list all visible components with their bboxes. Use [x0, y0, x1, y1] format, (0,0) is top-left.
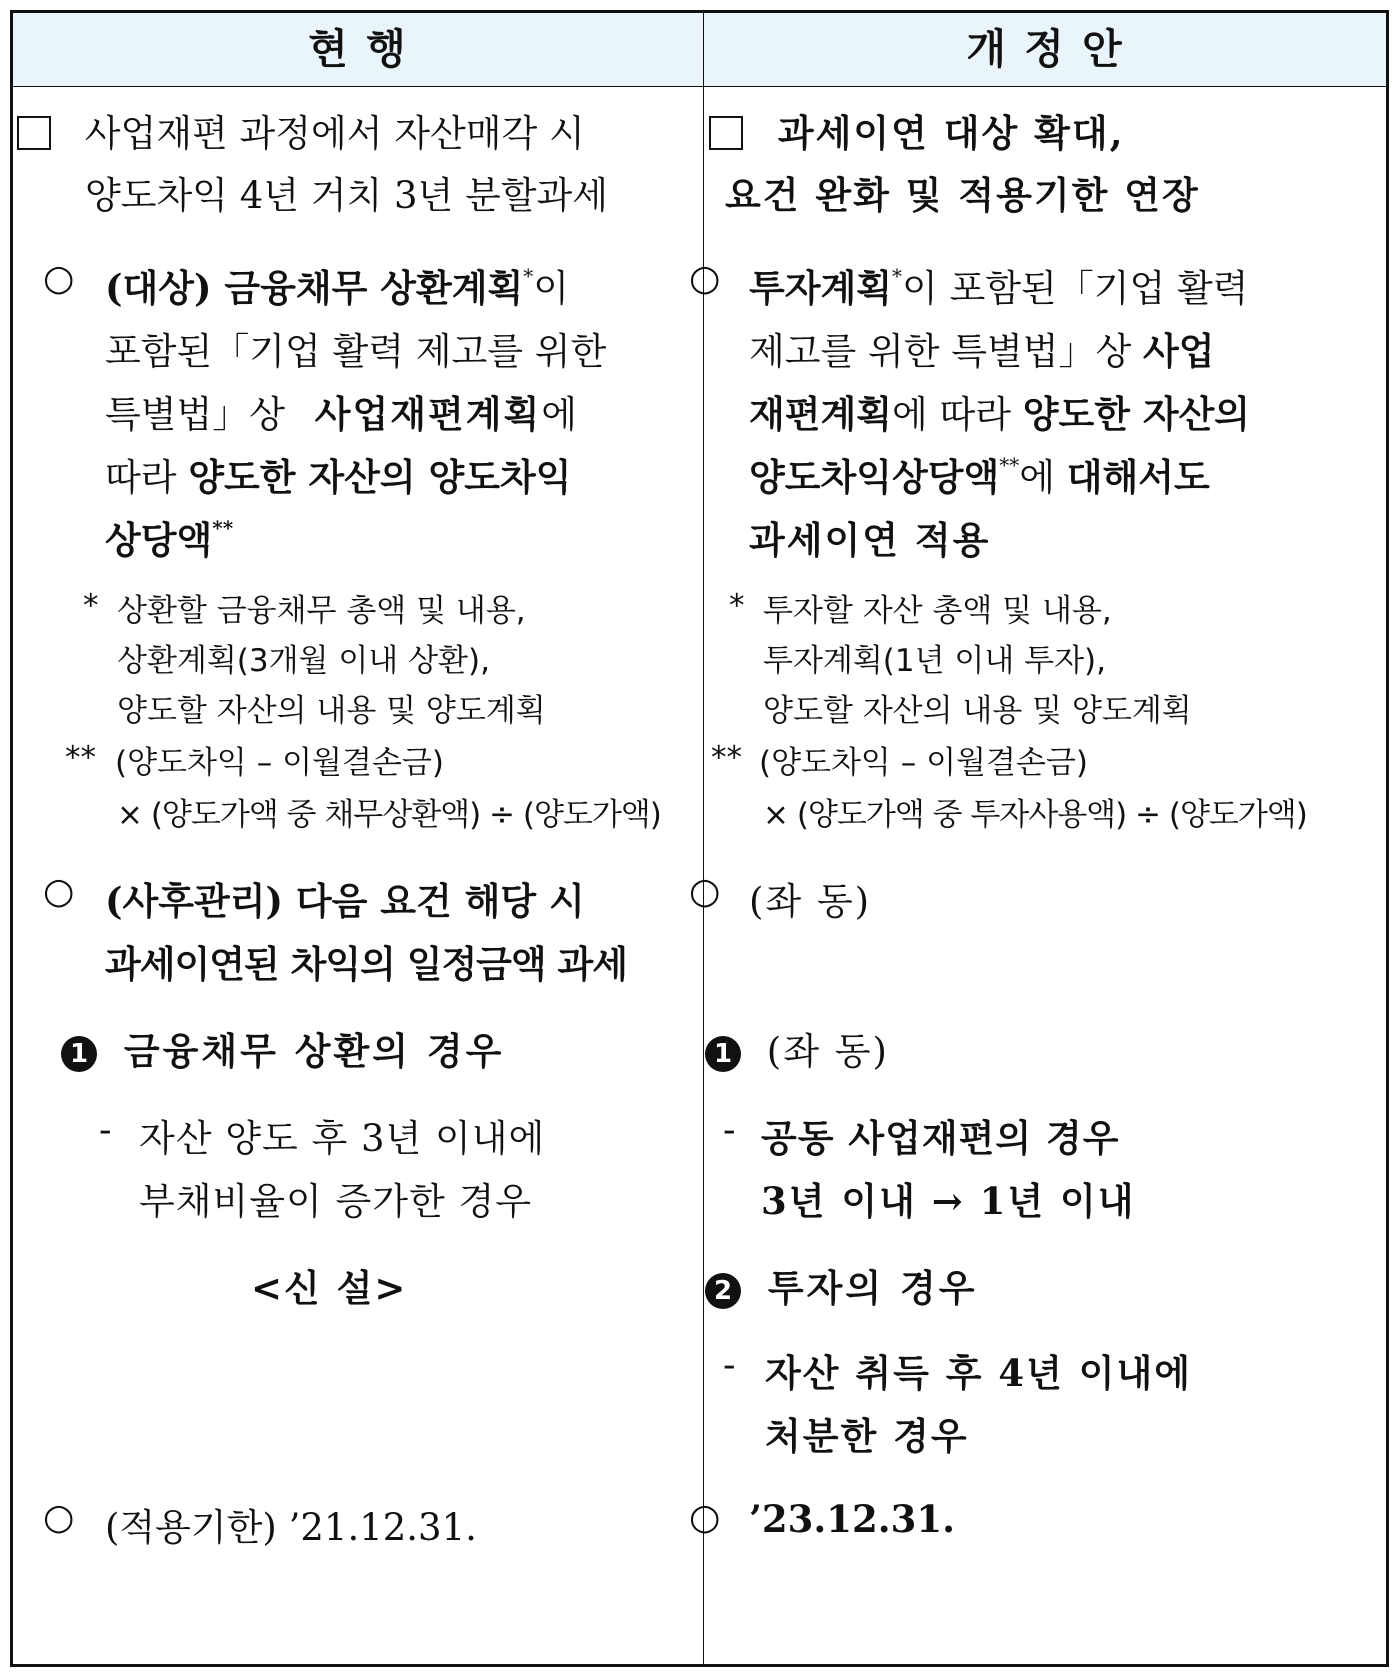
right-target-line5: 과세이연 적용 [749, 518, 991, 562]
right-note2-line2: × (양도가액 중 투자사용액) ÷ (양도가액) [763, 797, 1307, 833]
right-item1: 1 (좌 동) [705, 1021, 889, 1075]
right-target-line3: 재편계획에 따라 양도한 자산의 [749, 392, 1251, 436]
left-bullet-aftercare: ○ [43, 871, 75, 912]
left-heading-line2: 양도차익 4년 거치 3년 분할과세 [85, 174, 609, 217]
right-note1-line3: 양도할 자산의 내용 및 양도계획 [763, 693, 1192, 729]
right-note1-mark: * [729, 588, 745, 624]
left-target-line3: 특별법」상 사업재편계획에 [105, 392, 577, 436]
left-new-label: <신 설> [251, 1266, 408, 1310]
right-item2-dash: - [723, 1343, 736, 1386]
left-heading-line1: 사업재편 과정에서 자산매각 시 [17, 103, 585, 157]
right-bullet-target: ○ [689, 258, 721, 299]
checkbox-square-icon [17, 116, 51, 150]
right-note2-mark: ** [711, 740, 742, 776]
left-aftercare-line1: (사후관리) 다음 요건 해당 시 [105, 879, 585, 923]
number-one-icon: 1 [705, 1036, 741, 1072]
right-note1-line2: 투자계획(1년 이내 투자), [763, 643, 1106, 679]
right-target-line2: 제고를 위한 특별법」상 사업 [749, 329, 1215, 373]
left-item1-dash: - [99, 1108, 112, 1151]
left-bullet-target: ○ [43, 258, 75, 299]
header-revised: 개 정 안 [966, 25, 1124, 73]
table-header [13, 13, 1386, 87]
right-item1-dash: - [723, 1108, 736, 1151]
left-period: (적용기한) ’21.12.31. [105, 1506, 477, 1549]
left-note1-line3: 양도할 자산의 내용 및 양도계획 [117, 693, 546, 729]
left-note1-line2: 상환계획(3개월 이내 상환), [117, 643, 490, 679]
right-heading-line2: 요건 완화 및 적용기한 연장 [725, 173, 1200, 217]
left-target-line2: 포함된「기업 활력 제고를 위한 [105, 330, 607, 373]
left-note2-line2: × (양도가액 중 채무상환액) ÷ (양도가액) [117, 797, 661, 833]
right-item1-sub2: 3년 이내 → 1년 이내 [761, 1179, 1136, 1223]
right-target-line4: 양도차익상당액**에 대해서도 [749, 453, 1210, 499]
left-item1-sub1: 자산 양도 후 3년 이내에 [139, 1117, 546, 1160]
left-target-line5: 상당액** [105, 516, 234, 562]
left-bullet-period: ○ [43, 1497, 75, 1538]
right-note1-line1: 투자할 자산 총액 및 내용, [763, 593, 1112, 629]
left-aftercare-line2: 과세이연된 차익의 일정금액 과세 [105, 942, 628, 986]
right-target-line1: 투자계획*이 포함된「기업 활력 [749, 264, 1249, 310]
number-one-icon: 1 [61, 1036, 97, 1072]
left-note2-line1: (양도차익 – 이월결손금) [115, 745, 444, 781]
right-item2-sub2: 처분한 경우 [765, 1414, 969, 1458]
right-bullet-aftercare: ○ [689, 871, 721, 912]
left-item1-sub2: 부채비율이 증가한 경우 [139, 1180, 532, 1223]
right-bullet-period: ○ [689, 1497, 721, 1538]
right-item2: 2 투자의 경우 [705, 1258, 977, 1312]
left-note1-line1: 상환할 금융채무 총액 및 내용, [117, 593, 526, 629]
right-item2-sub1: 자산 취득 후 4년 이내에 [765, 1351, 1192, 1395]
left-note2-mark: ** [65, 740, 96, 776]
comparison-table [10, 10, 1389, 1667]
left-item1: 1 금융채무 상환의 경우 [61, 1021, 504, 1075]
right-aftercare: (좌 동) [749, 880, 872, 923]
right-heading-line1: 과세이연 대상 확대, [709, 103, 1124, 157]
left-note1-mark: * [83, 588, 99, 624]
right-item1-sub1: 공동 사업재편의 경우 [761, 1116, 1120, 1160]
right-period: ’23.12.31. [749, 1497, 955, 1541]
header-current: 현 행 [308, 25, 408, 73]
left-target-line1: (대상) 금융채무 상환계획*이 [105, 264, 569, 310]
left-target-line4: 따라 양도한 자산의 양도차익 [105, 455, 572, 499]
number-two-icon: 2 [705, 1273, 741, 1309]
right-note2-line1: (양도차익 – 이월결손금) [759, 745, 1088, 781]
checkbox-square-icon [709, 116, 743, 150]
